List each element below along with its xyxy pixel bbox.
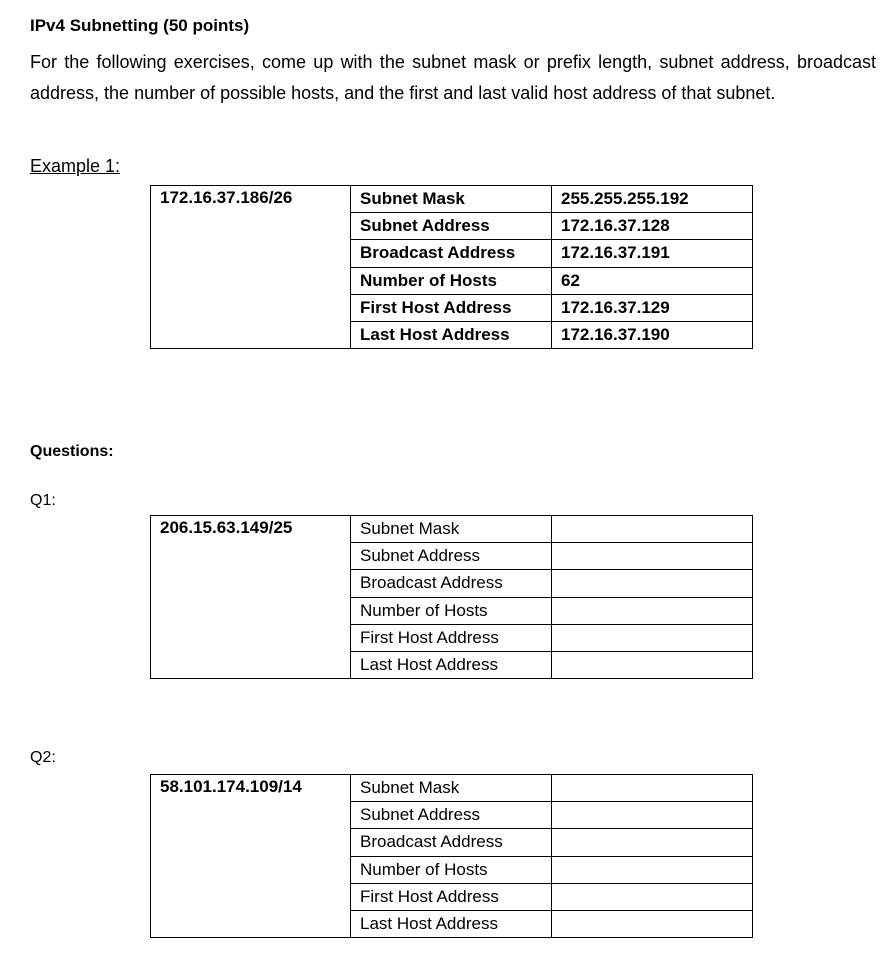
answer-cell[interactable] (552, 883, 753, 910)
field-label: Broadcast Address (351, 570, 552, 597)
page-title: IPv4 Subnetting (50 points) (30, 16, 250, 35)
answer-cell: 255.255.255.192 (552, 186, 753, 213)
field-label: Subnet Mask (351, 186, 552, 213)
ip-address-cell: 58.101.174.109/14 (151, 775, 351, 938)
example-label: Example 1: (30, 156, 121, 176)
field-label: Subnet Mask (351, 516, 552, 543)
field-label: First Host Address (351, 294, 552, 321)
field-label: Last Host Address (351, 651, 552, 678)
answer-cell[interactable] (552, 597, 753, 624)
answer-cell[interactable] (552, 543, 753, 570)
field-label: Subnet Address (351, 543, 552, 570)
field-label: Number of Hosts (351, 597, 552, 624)
question-label-q1: Q1: (30, 492, 56, 509)
answer-cell[interactable] (552, 910, 753, 937)
field-label: Number of Hosts (351, 267, 552, 294)
question-label-q2: Q2: (30, 749, 56, 766)
field-label: First Host Address (351, 883, 552, 910)
answer-cell: 62 (552, 267, 753, 294)
answer-cell: 172.16.37.191 (552, 240, 753, 267)
answer-cell[interactable] (552, 829, 753, 856)
answer-cell[interactable] (552, 802, 753, 829)
answer-cell[interactable] (552, 856, 753, 883)
questions-heading: Questions: (30, 443, 114, 460)
table-row (151, 186, 753, 213)
answer-cell: 172.16.37.129 (552, 294, 753, 321)
field-label: Last Host Address (351, 910, 552, 937)
answer-cell[interactable] (552, 570, 753, 597)
answer-cell[interactable] (552, 624, 753, 651)
answer-cell[interactable] (552, 651, 753, 678)
table-row (151, 516, 753, 543)
ip-address-cell: 206.15.63.149/25 (151, 516, 351, 679)
answer-cell: 172.16.37.190 (552, 321, 753, 348)
table-row (151, 775, 753, 802)
field-label: Broadcast Address (351, 829, 552, 856)
answer-cell: 172.16.37.128 (552, 213, 753, 240)
answer-cell[interactable] (552, 775, 753, 802)
field-label: First Host Address (351, 624, 552, 651)
answer-cell[interactable] (552, 516, 753, 543)
instructions-paragraph: For the following exercises, come up with the subnet mask or prefix length, subnet address, broadcast address, the number of possible hosts, and the first and last valid host address of that subnet. (30, 52, 876, 103)
field-label: Subnet Address (351, 213, 552, 240)
field-label: Subnet Mask (351, 775, 552, 802)
example-table (150, 185, 753, 349)
field-label: Number of Hosts (351, 856, 552, 883)
question-table-q2 (150, 774, 753, 938)
field-label: Broadcast Address (351, 240, 552, 267)
field-label: Subnet Address (351, 802, 552, 829)
field-label: Last Host Address (351, 321, 552, 348)
ip-address-cell: 172.16.37.186/26 (151, 186, 351, 349)
question-table-q1 (150, 515, 753, 679)
